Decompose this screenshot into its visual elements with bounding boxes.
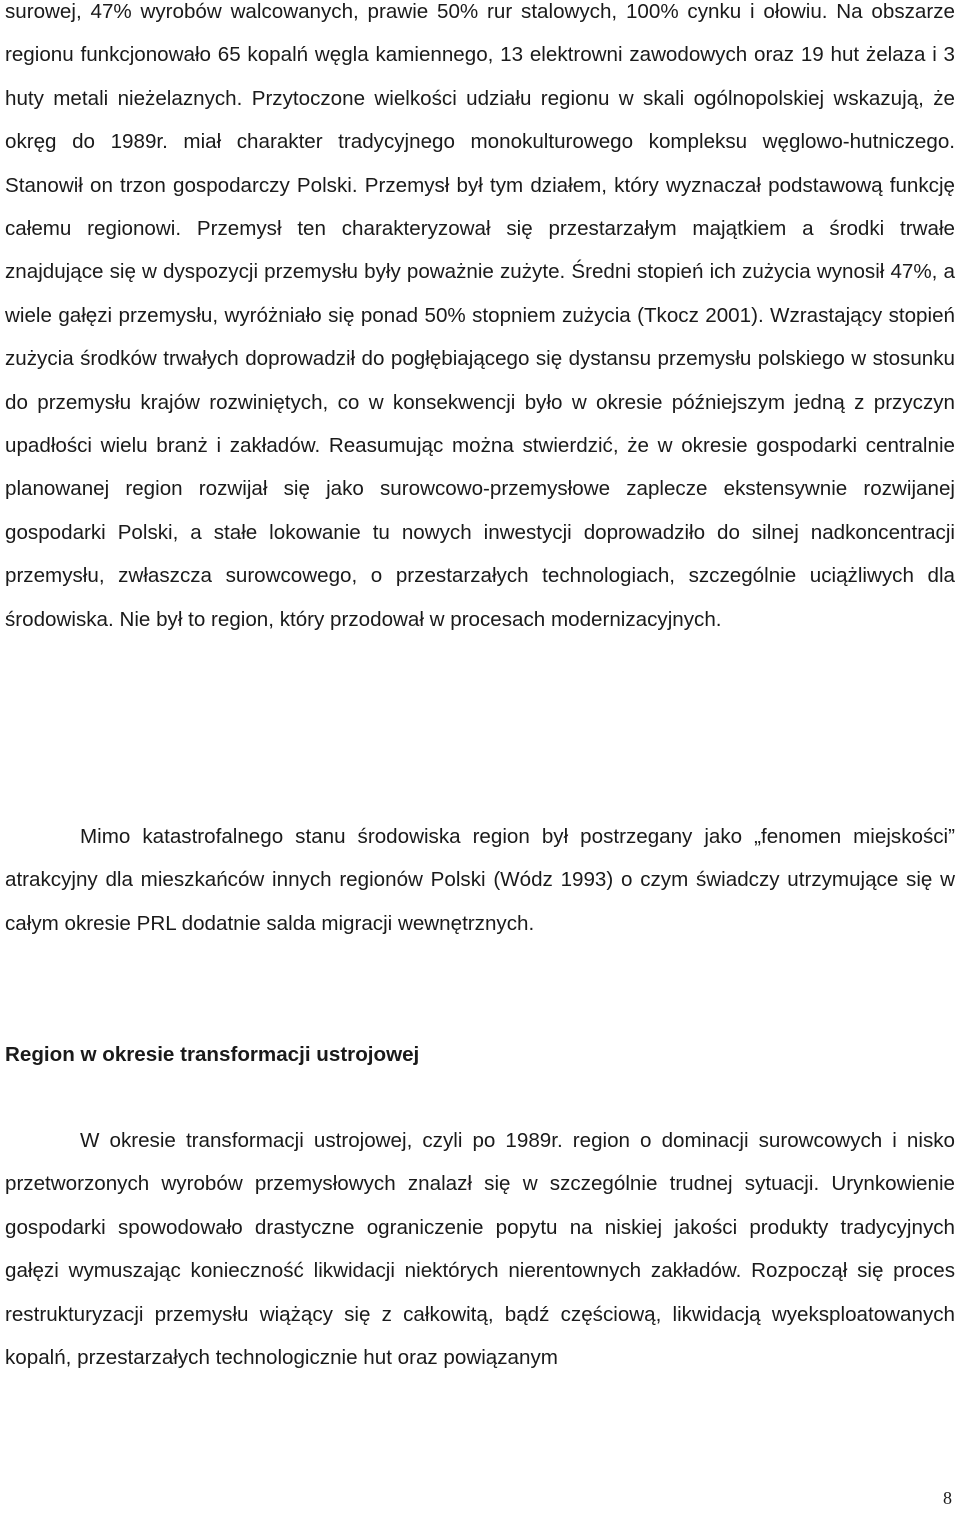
paragraph-industry-overview: surowej, 47% wyrobów walcowanych, prawie 50% rur stalowych, 100% cynku i ołowiu. Na obszarze regionu funkcjonowało 65 kopalń węgla kamiennego, 13 elektrowni zawodowych oraz 19 hut żelaza i 3 huty metali nieżelaznych. Przytoczone wielkości udziału regionu w skali ogólnopolskiej wskazują, że okręg do 1989r. miał charakter tradycyjnego monokulturowego kompleksu węglowo-hutniczego. Stanowił on trzon gospodarczy Polski. Przemysł był tym działem, który wyznaczał podstawową funkcję całemu regionowi. Przemysł ten charakteryzował się przestarzałym majątkiem a środki trwałe znajdujące się w dyspozycji przemysłu były poważnie zużyte. Średni stopień ich zużycia wynosił 47%, a wiele gałęzi przemysłu, wyróżniało się ponad 50% stopniem zużycia (Tkocz 2001). Wzrastający stopień zużycia środków trwałych doprowadził do pogłębiającego się dystansu przemysłu polskiego w stosunku do przemysłu krajów rozwiniętych, co w konsekwencji było w okresie późniejszym jedną z przyczyn upadłości wielu branż i zakładów. Reasumując można stwierdzić, że w okresie gospodarki centralnie planowanej region rozwijał się jako surowcowo-przemysłowe zaplecze ekstensywnie rozwijanej gospodarki Polski, a stałe lokowanie tu nowych inwestycji doprowadziło do silnej nadkoncentracji przemysłu, zwłaszcza surowcowego, o przestarzałych technologiach, szczególnie uciążliwych dla środowiska. Nie był to region, który przodował w procesach modernizacyjnych. bbox=[5, 0, 955, 631]
paragraph-transformation: W okresie transformacji ustrojowej, czyli po 1989r. region o dominacji surowcowych i nisko przetworzonych wyrobów przemysłowych znalazł się w szczególnie trudnej sytuacji. Urynkowienie gospodarki spowodowało drastyczne ograniczenie popytu na niskiej jakości produkty tradycyjnych gałęzi wymuszając konieczność likwidacji niektórych nierentownych zakładów. Rozpoczął się proces restrukturyzacji przemysłu wiążący się z całkowitą, bądź częściową, likwidacją wyeksploatowanych kopalń, przestarzałych technologicznie hut oraz powiązanym bbox=[5, 1129, 955, 1370]
page-number: 8 bbox=[943, 1488, 952, 1508]
paragraph-urban-phenomenon: Mimo katastrofalnego stanu środowiska region był postrzegany jako „fenomen miejskości” atrakcyjny dla mieszkańców innych regionów Polski (Wódz 1993) o czym świadczy utrzymujące się w całym okresie PRL dodatnie salda migracji wewnętrznych. bbox=[5, 825, 955, 935]
section-heading: Region w okresie transformacji ustrojowej bbox=[5, 1043, 420, 1066]
